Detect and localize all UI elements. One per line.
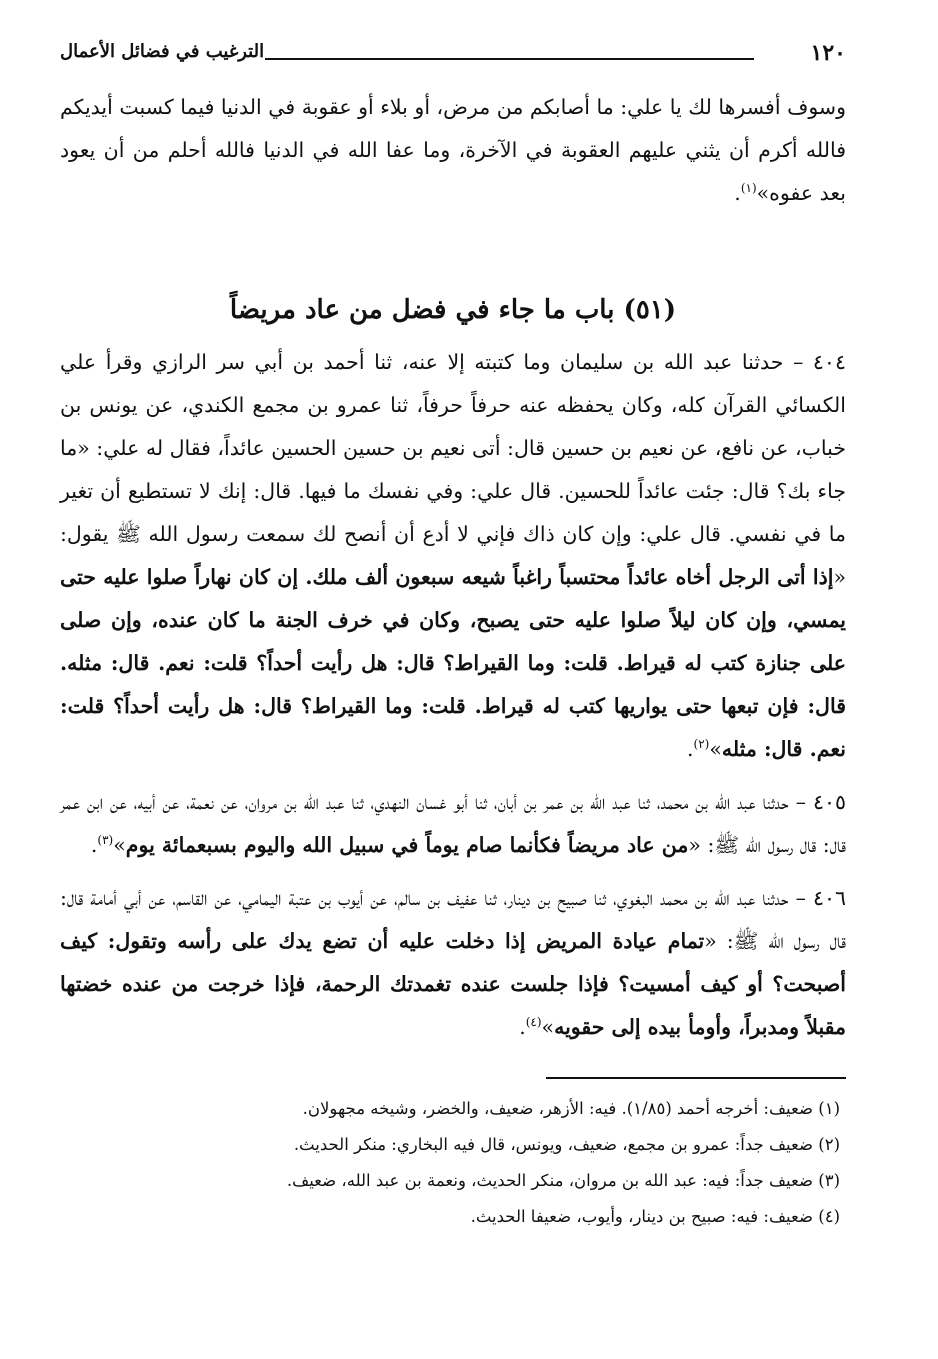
hadith-number: ٤٠٥ – — [795, 790, 846, 814]
hadith-number: ٤٠٦ – — [795, 886, 846, 910]
header-rule — [265, 58, 754, 60]
intro-text: وسوف أفسرها لك يا علي: ما أصابكم من مرض، أو بلاء أو عقوبة في الدنيا فيما كسبت أيديكم فالله أكرم أن يثني عليهم العقوبة في الآخرة، وما عفا الله في الدنيا فالله أحلم من أن يعود بعد عفوه» — [60, 95, 846, 205]
footnote-separator — [546, 1077, 846, 1079]
hadith-chain: حدثنا عبد الله بن سليمان وما كتبته إلا عنه، ثنا أحمد بن أبي سر الرازي وقرأ علي الكسائي القرآن كله، وكان يحفظه عنه حرفاً حرفاً، ثنا عمرو بن مجمع الكندي، عن يونس بن خباب، عن نافع، عن نعيم بن حسين قال: أتى نعيم بن حسين الحسين عائداً، فقال له علي: «ما جاء بك؟ قال: جئت عائداً للحسين. قال علي: وفي نفسك ما فيها. قال: إنك لا تستطيع أن تغير ما في نفسي. قال علي: وإن كان ذاك فإني لا أدع أن أنصح لك سمعت رسول الله ﷺ يقول: « — [60, 350, 846, 589]
hadith-close-quote: » — [541, 1015, 555, 1039]
hadith-tail: . — [90, 833, 98, 857]
hadith-tail: . — [686, 737, 694, 761]
footnotes-list — [60, 1091, 846, 1235]
hadith-406 — [60, 877, 846, 1049]
hadith-chain: حدثنا عبد الله بن محمد البغوي، ثنا صبيح بن دينار، ثنا عفيف بن سالم، عن أيوب بن عتبة اليمامي، عن القاسم، عن أبي أمامة قال: قال رسول الله ﷺ: « — [60, 886, 846, 953]
footnote-3: (٣) ضعيف جداً: فيه: عبد الله بن مروان، منكر الحديث، ونعمة بن عبد الله، ضعيف. — [286, 1171, 840, 1190]
footnote-ref-1: (١) — [740, 181, 757, 196]
hadith-matn: إذا أتى الرجل أخاه عائداً محتسباً راغباً شيعه سبعون ألف ملك. إن كان نهاراً صلوا عليه حتى يمسي، وإن كان ليلاً صلوا عليه حتى يصبح، وكان في خرف الجنة ما كان عنده، وإن صلى على جنازة كتب له قيراط. قلت: وما القيراط؟ قال: هل رأيت أحداً؟ قلت: نعم. قال: مثله. قال: فإن تبعها حتى يواريها كتب له قيراط. قلت: وما القيراط؟ قال: هل رأيت أحداً؟ قلت: نعم. قال: مثله — [60, 565, 846, 761]
hadith-chain: حدثنا عبد الله بن محمد، ثنا عبد الله بن عمر بن أبان، ثنا أبو غسان النهدي، ثنا عبد الله بن مروان، عن نعمة، عن أبيه، عن ابن عمر قال: قال رسول الله ﷺ: « — [60, 790, 846, 857]
hadith-close-quote: » — [113, 833, 126, 857]
hadith-tail: . — [519, 1015, 526, 1039]
footnote-2: (٢) ضعيف جداً: عمرو بن مجمع، ضعيف، ويونس، قال فيه البخاري: منكر الحديث. — [293, 1135, 840, 1154]
running-title: الترغيب في فضائل الأعمال — [60, 41, 265, 62]
hadith-404 — [60, 341, 846, 771]
footnote-4: (٤) ضعيف: فيه: صبيح بن دينار، وأيوب، ضعيفا الحديث. — [470, 1207, 840, 1226]
page-number: ١٢٠ — [810, 40, 846, 66]
chapter-title: (٥١) باب ما جاء في فضل من عاد مريضاً — [229, 295, 677, 325]
footnote-ref-2: (٢) — [693, 737, 710, 752]
book-page — [60, 38, 846, 1235]
hadith-number: ٤٠٤ – — [793, 350, 846, 374]
hadith-405 — [60, 781, 846, 867]
hadith-close-quote: » — [709, 737, 722, 761]
footnote-ref-3: (٣) — [97, 833, 114, 848]
hadith-matn: من عاد مريضاً فكأنما صام يوماً في سبيل الله واليوم بسبعمائة يوم — [125, 833, 689, 857]
hadith-matn: تمام عيادة المريض إذا دخلت عليه أن تضع يدك على رأسه وتقول: كيف أصبحت؟ أو كيف أمسيت؟ فإذا جلست عنده تغمدتك الرحمة، فإذا خرجت من عنده خضتها مقبلاً ومدبراً، وأومأ بيده إلى حقويه — [60, 929, 846, 1039]
footnote-ref-4: (٤) — [525, 1015, 542, 1030]
footnote-1: (١) ضعيف: أخرجه أحمد (١/٨٥). فيه: الأزهر، ضعيف، والخضر، وشيخه مجهولان. — [302, 1099, 840, 1118]
page-header — [60, 38, 846, 72]
intro-tail: . — [734, 181, 741, 205]
intro-paragraph — [60, 86, 846, 215]
